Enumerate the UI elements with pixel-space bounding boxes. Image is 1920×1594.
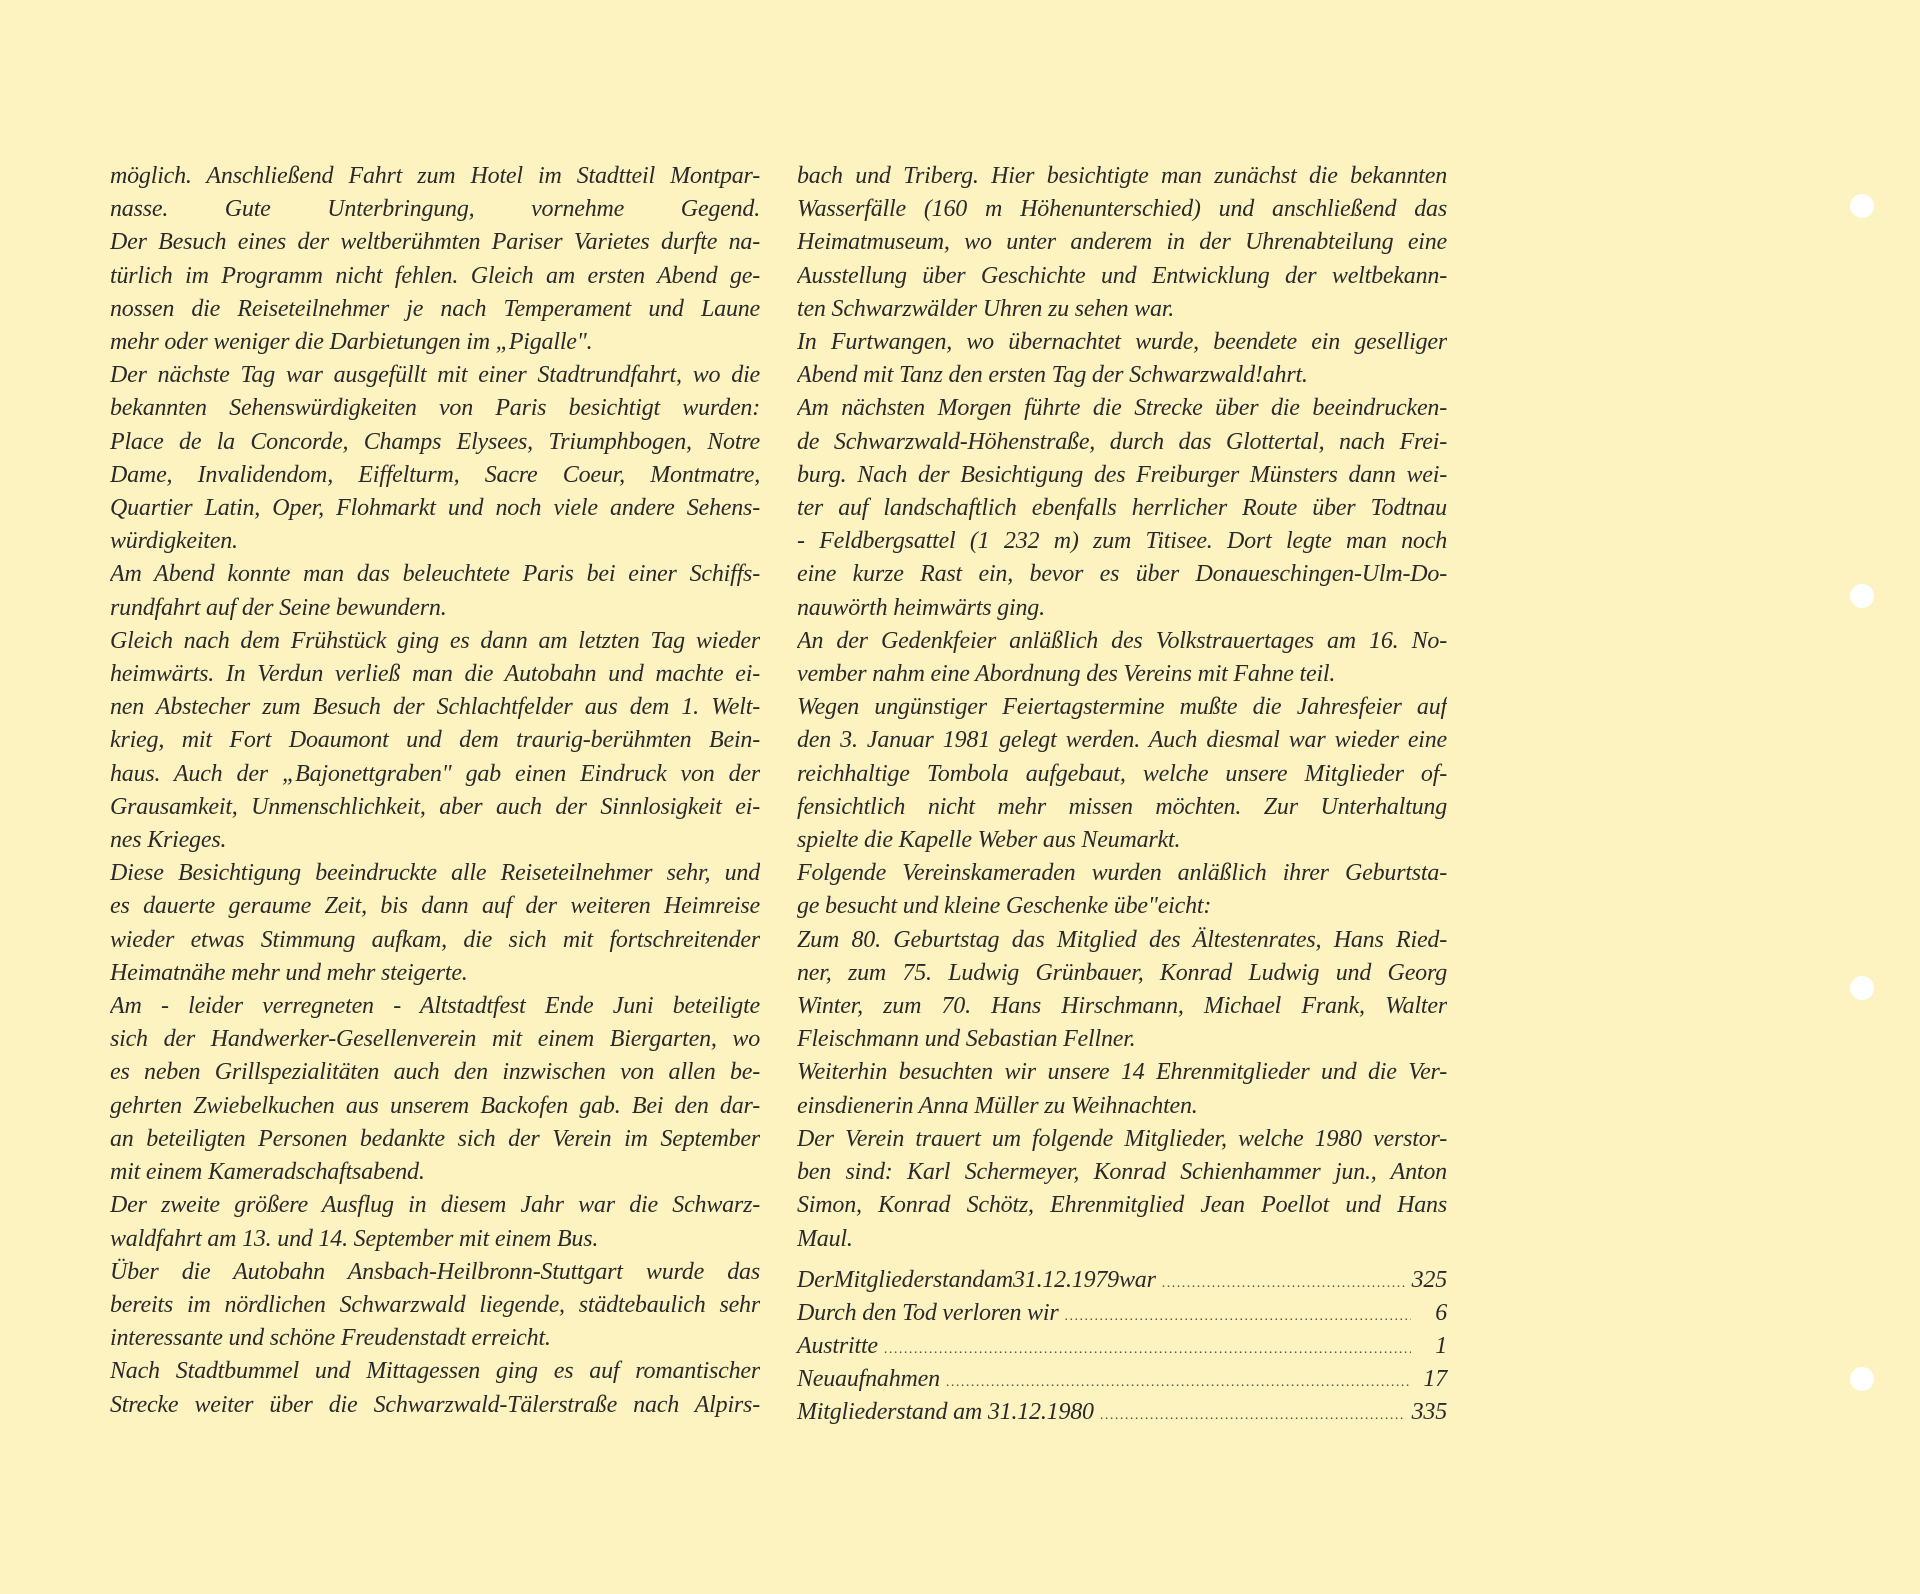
text-line: Der Besuch eines der weltberühmten Pariser Varietes durfte na- [110, 229, 760, 256]
stat-row [797, 1264, 1447, 1297]
text-line: mehr oder weniger die Darbietungen im „Pigalle". [110, 329, 593, 356]
text-line: Folgende Vereinskameraden wurden anläßlich ihrer Geburtsta- [797, 860, 1447, 887]
text-line: nasse. Gute Unterbringung, vornehme Gegend. [110, 196, 760, 223]
stat-label: Neuaufnahmen [797, 1366, 940, 1393]
stat-label: Austritte [797, 1333, 878, 1360]
text-line: würdigkeiten. [110, 528, 238, 555]
text-line: nossen die Reiseteilnehmer je nach Temperament und Laune [110, 295, 760, 322]
text-line: Heimatnähe mehr und mehr steigerte. [110, 959, 468, 986]
text-line: heimwärts. In Verdun verließ man die Autobahn und machte ei- [110, 661, 760, 688]
stat-row [797, 1363, 1447, 1396]
stat-label: Mitgliederstand am 31.12.1980 [797, 1399, 1094, 1426]
text-line: möglich. Anschließend Fahrt zum Hotel im Stadtteil Montpar- [110, 163, 760, 189]
text-line: Grausamkeit, Unmenschlichkeit, aber auch der Sinnlosigkeit ei- [110, 793, 760, 820]
text-line: es neben Grillspezialitäten auch den inzwischen von allen be- [110, 1059, 760, 1086]
text-line: gehrten Zwiebelkuchen aus unserem Backofen gab. Bei den dar- [110, 1092, 760, 1119]
stat-label: Durch den Tod verloren wir [797, 1299, 1059, 1326]
text-line: reichhaltige Tombola aufgebaut, welche unsere Mitglieder of- [797, 760, 1447, 787]
text-line: - Feldbergsattel (1 232 m) zum Titisee. Dort legte man noch [797, 528, 1447, 555]
text-line: In Furtwangen, wo übernachtet wurde, beendete ein geselliger [797, 329, 1447, 356]
text-line: Winter, zum 70. Hans Hirschmann, Michael Frank, Walter [797, 993, 1447, 1020]
text-line: nauwörth heimwärts ging. [797, 594, 1045, 621]
text-line: vember nahm eine Abordnung des Vereins mit Fahne teil. [797, 661, 1336, 688]
text-line: Der zweite größere Ausflug in diesem Jahr war die Schwarz- [110, 1192, 760, 1219]
text-line: Place de la Concorde, Champs Elysees, Triumphbogen, Notre [110, 428, 760, 455]
stat-label: DerMitgliederstandam31.12.1979war [797, 1266, 1156, 1293]
dot-leader [1162, 1267, 1406, 1300]
text-line: Am - leider verregneten - Altstadtfest Ende Juni beteiligte [110, 993, 760, 1020]
text-line: einsdienerin Anna Müller zu Weihnachten. [797, 1092, 1198, 1119]
text-line: Der Verein trauert um folgende Mitglieder, welche 1980 verstor- [797, 1125, 1447, 1152]
dot-leader [946, 1366, 1411, 1399]
stat-value: 335 [1411, 1399, 1447, 1426]
text-line: Maul. [797, 1225, 853, 1252]
text-line: Am Abend konnte man das beleuchtete Paris bei einer Schiffs- [110, 561, 760, 588]
text-line: krieg, mit Fort Doaumont und dem traurig-berühmten Bein- [110, 727, 760, 754]
text-line: ge besucht und kleine Geschenke übe"eicht: [797, 893, 1212, 920]
text-line: Heimatmuseum, wo unter anderem in der Uhrenabteilung eine [797, 229, 1447, 256]
binder-punch-hole [1850, 976, 1874, 1000]
text-line: bach und Triberg. Hier besichtigte man zunächst die bekannten [797, 163, 1447, 189]
text-line: Abend mit Tanz den ersten Tag der Schwarzwald!ahrt. [797, 362, 1308, 389]
text-line: nes Krieges. [110, 827, 227, 854]
text-line: Über die Autobahn Ansbach-Heilbronn-Stuttgart wurde das [110, 1258, 760, 1285]
text-line: ten Schwarzwälder Uhren zu sehen war. [797, 295, 1175, 322]
text-line: Nach Stadtbummel und Mittagessen ging es auf romantischer [110, 1358, 760, 1385]
text-line: nen Abstecher zum Besuch der Schlachtfelder aus dem 1. Welt- [110, 694, 760, 721]
text-line: bereits im nördlichen Schwarzwald liegende, städtebaulich sehr [110, 1291, 760, 1318]
text-line: burg. Nach der Besichtigung des Freiburger Münsters dann wei- [797, 461, 1447, 488]
stat-row [797, 1297, 1447, 1330]
text-line: Quartier Latin, Oper, Flohmarkt und noch viele andere Sehens- [110, 495, 760, 522]
left-text-column [110, 160, 760, 1422]
dot-leader [1064, 1300, 1411, 1333]
text-line: Der nächste Tag war ausgefüllt mit einer Stadtrundfahrt, wo die [110, 362, 760, 389]
stat-row [797, 1330, 1447, 1363]
stat-row [797, 1396, 1447, 1429]
text-line: Gleich nach dem Frühstück ging es dann am letzten Tag wieder [110, 627, 760, 654]
stat-value: 325 [1411, 1266, 1447, 1293]
text-line: eine kurze Rast ein, bevor es über Donaueschingen-Ulm-Do- [797, 561, 1447, 588]
text-line: Wasserfälle (160 m Höhenunterschied) und anschließend das [797, 196, 1447, 223]
text-line: An der Gedenkfeier anläßlich des Volkstrauertages am 16. No- [797, 627, 1447, 654]
text-line: Diese Besichtigung beeindruckte alle Reiseteilnehmer sehr, und [110, 860, 760, 887]
text-line: ner, zum 75. Ludwig Grünbauer, Konrad Ludwig und Georg [797, 959, 1447, 986]
dot-leader [884, 1333, 1411, 1366]
text-line: bekannten Sehenswürdigkeiten von Paris besichtigt wurden: [110, 395, 760, 422]
text-line: ben sind: Karl Schermeyer, Konrad Schienhammer jun., Anton [797, 1159, 1447, 1186]
text-line: Weiterhin besuchten wir unsere 14 Ehrenmitglieder und die Ver- [797, 1059, 1447, 1086]
text-line: Zum 80. Geburtstag das Mitglied des Ältestenrates, Hans Ried- [797, 926, 1447, 953]
text-line: es dauerte geraume Zeit, bis dann auf der weiteren Heimreise [110, 893, 760, 920]
text-line: haus. Auch der „Bajonettgraben" gab einen Eindruck von der [110, 760, 760, 787]
text-line: sich der Handwerker-Gesellenverein mit einem Biergarten, wo [110, 1026, 760, 1053]
stat-value: 17 [1423, 1366, 1447, 1393]
text-line: mit einem Kameradschaftsabend. [110, 1159, 425, 1186]
text-line: rundfahrt auf der Seine bewundern. [110, 594, 447, 621]
text-line: fensichtlich nicht mehr missen möchten. Zur Unterhaltung [797, 793, 1447, 820]
text-line: türlich im Programm nicht fehlen. Gleich am ersten Abend ge- [110, 262, 760, 289]
text-line: Wegen ungünstiger Feiertagstermine mußte die Jahresfeier auf [797, 694, 1447, 721]
text-line: Ausstellung über Geschichte und Entwicklung der weltbekann- [797, 262, 1447, 289]
stat-value: 6 [1435, 1299, 1447, 1326]
text-line: interessante und schöne Freudenstadt erreicht. [110, 1325, 551, 1352]
binder-punch-hole [1850, 194, 1874, 218]
text-line: ter auf landschaftlich ebenfalls herrlicher Route über Todtnau [797, 495, 1447, 522]
stat-value: 1 [1435, 1333, 1447, 1360]
text-line: de Schwarzwald-Höhenstraße, durch das Glottertal, nach Frei- [797, 428, 1447, 455]
text-line: waldfahrt am 13. und 14. September mit einem Bus. [110, 1225, 599, 1252]
text-line: an beteiligten Personen bedankte sich der Verein im September [110, 1125, 760, 1152]
binder-punch-hole [1850, 1367, 1874, 1391]
text-line: Strecke weiter über die Schwarzwald-Tälerstraße nach Alpirs- [110, 1391, 760, 1418]
text-line: spielte die Kapelle Weber aus Neumarkt. [797, 827, 1181, 854]
text-line: Dame, Invalidendom, Eiffelturm, Sacre Coeur, Montmatre, [110, 461, 760, 488]
text-line: den 3. Januar 1981 gelegt werden. Auch diesmal war wieder eine [797, 727, 1447, 754]
text-line: Am nächsten Morgen führte die Strecke über die beeindrucken- [797, 395, 1447, 422]
binder-punch-hole [1850, 584, 1874, 608]
right-text-column [797, 160, 1447, 1430]
text-line: Simon, Konrad Schötz, Ehrenmitglied Jean Poellot und Hans [797, 1192, 1447, 1219]
membership-stats-table [797, 1264, 1447, 1430]
text-line: Fleischmann und Sebastian Fellner. [797, 1026, 1136, 1053]
dot-leader [1100, 1399, 1406, 1432]
text-line: wieder etwas Stimmung aufkam, die sich mit fortschreitender [110, 926, 760, 953]
